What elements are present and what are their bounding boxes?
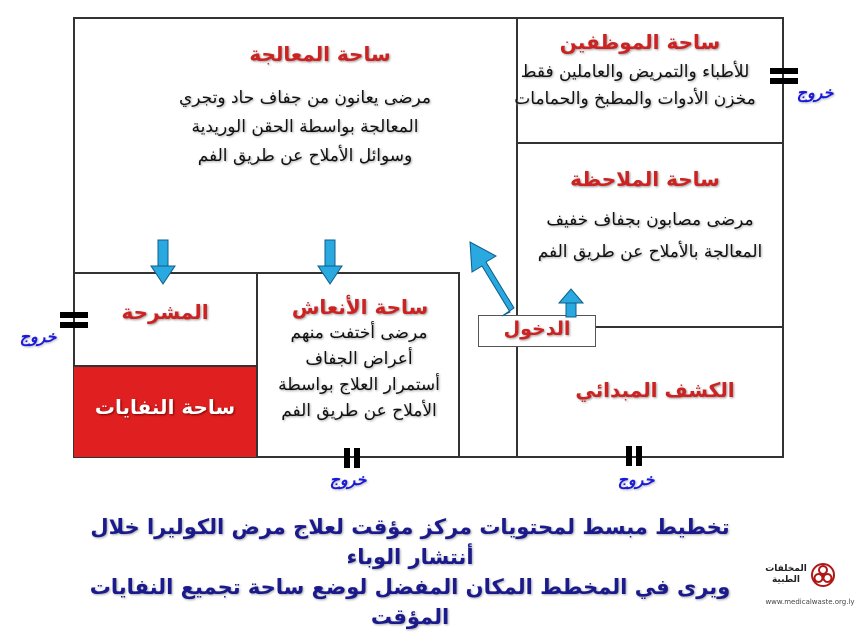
- recovery-line: مرضى أختفت منهم: [290, 323, 428, 343]
- treatment-line: المعالجة بواسطة الحقن الوريدية: [191, 117, 419, 137]
- exit-door-right: [770, 68, 798, 74]
- staff-line: مخزن الأدوات والمطبخ والحمامات: [514, 89, 756, 109]
- triage-title: الكشف المبدائي: [575, 378, 735, 402]
- treatment-area-title: ساحة المعالجة: [249, 42, 391, 66]
- observation-line: المعالجة بالأملاح عن طريق الفم: [537, 242, 763, 262]
- exit-door-bottom: [636, 446, 642, 466]
- logo: [762, 560, 858, 612]
- arrow-down-icon: [318, 240, 342, 284]
- exit-door-bottom: [626, 446, 632, 466]
- arrow-up-icon: [559, 289, 583, 317]
- treatment-line: وسوائل الأملاح عن طريق الفم: [197, 146, 413, 166]
- caption-line: تخطيط مبسط لمحتويات مركز مؤقت لعلاج مرض الكوليرا خلال أنتشار الوباء: [90, 515, 730, 569]
- staff-line: للأطباء والتمريض والعاملين فقط: [520, 62, 750, 82]
- waste-area-title: ساحة النفايات: [94, 395, 236, 419]
- exit-door-left: [60, 312, 88, 318]
- exit-door-bottom: [354, 448, 360, 468]
- exit-door-bottom: [344, 448, 350, 468]
- logo-name: المخلفات الطبية: [765, 564, 807, 585]
- caption: [60, 512, 760, 632]
- treatment-line: مرضى يعانون من جفاف حاد وتجري: [178, 88, 432, 108]
- exit-label-right: خروج: [796, 83, 834, 102]
- recovery-area-title: ساحة الأنعاش: [291, 295, 429, 319]
- caption-line: ويرى في المخطط المكان المفضل لوضع ساحة تجميع النفايات المؤقت: [89, 575, 731, 629]
- arrow-diagonal-up-icon: [470, 242, 514, 316]
- exit-label-left: خروج: [19, 327, 57, 346]
- observation-line: مرضى مصابون بجفاف خفيف: [546, 210, 754, 230]
- morgue-title: المشرحة: [121, 300, 209, 324]
- recovery-line: أستمرار العلاج بواسطة: [278, 375, 440, 395]
- entrance-label: الدخول: [503, 318, 571, 340]
- recovery-line: أعراض الجفاف: [305, 349, 413, 369]
- exit-label-bottom-center: خروج: [329, 470, 367, 489]
- logo-url: www.medicalwaste.org.ly: [765, 598, 855, 606]
- staff-area-title: ساحة الموظفين: [559, 30, 721, 54]
- exit-label-bottom-right: خروج: [617, 470, 655, 489]
- recovery-line: الأملاح عن طريق الفم: [281, 401, 437, 421]
- biohazard-icon: [810, 562, 836, 588]
- observation-area-title: ساحة الملاحظة: [570, 167, 720, 191]
- arrow-down-icon: [151, 240, 175, 284]
